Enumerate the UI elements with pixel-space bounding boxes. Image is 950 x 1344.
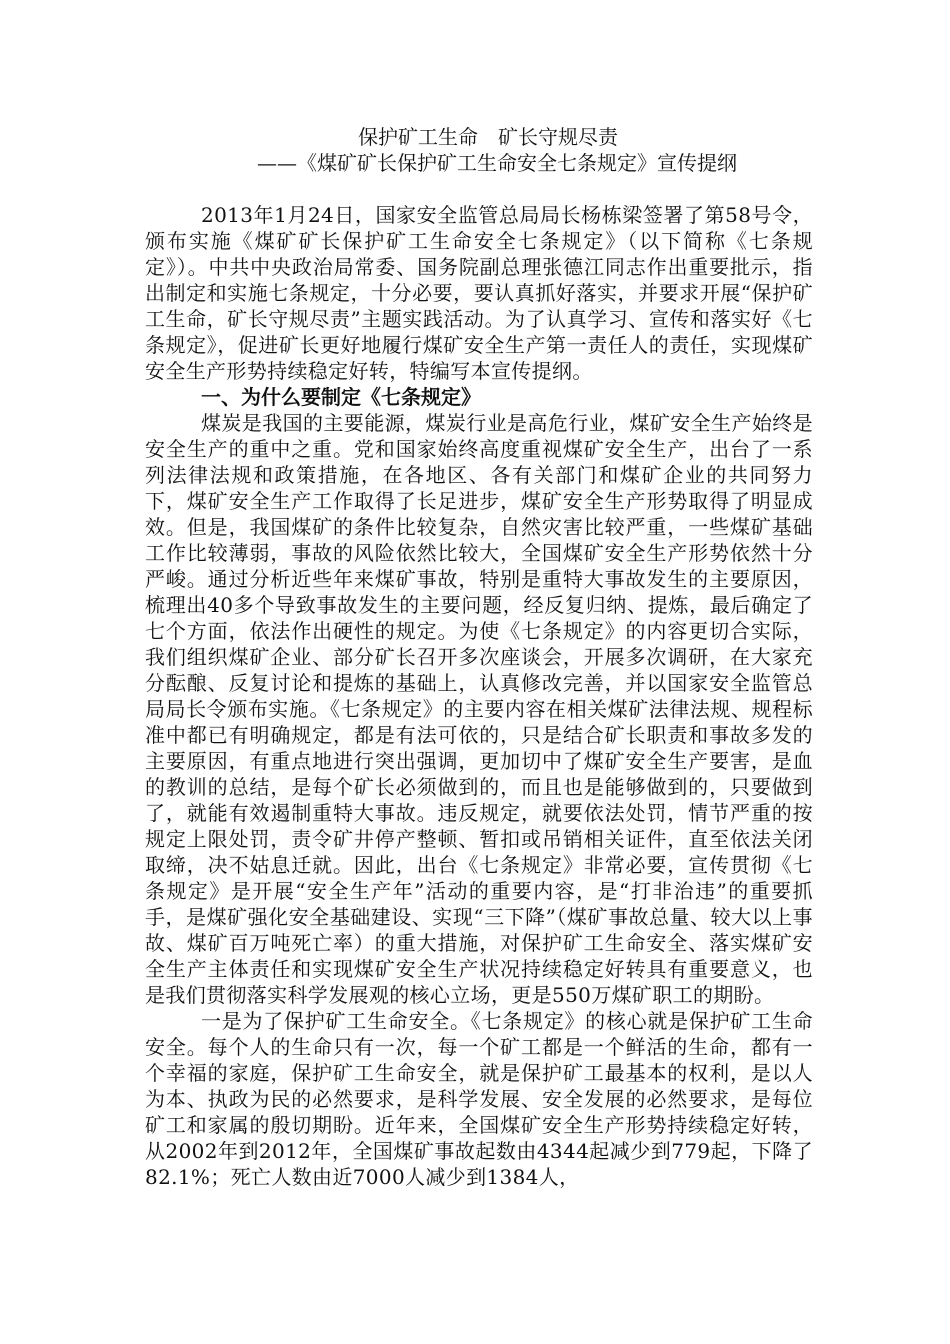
body-paragraph: 一是为了保护矿工生命安全。《七条规定》的核心就是保护矿工生命安全。每个人的生命只有一次，每一个矿工都是一个鲜活的生命，都有一个幸福的家庭，保护矿工生命安全，就是保护矿工最基本的权利，是以人为本、执政为民的必然要求，是科学发展、安全发展的必然要求，是每位矿工和家属的殷切期盼。近年来，全国煤矿安全生产形势持续稳定好转，从2002年到2012年，全国煤矿事故起数由4344起减少到779起，下降了82.1%；死亡人数由近7000人减少到1384人， — [145, 1009, 813, 1189]
document-page — [145, 124, 813, 1190]
document-body — [145, 202, 813, 1190]
intro-paragraph: 2013年1月24日，国家安全监管总局局长杨栋梁签署了第58号令，颁布实施《煤矿矿长保护矿工生命安全七条规定》（以下简称《七条规定》）。中共中央政治局常委、国务院副总理张德江同志作出重要批示，指出制定和实施七条规定，十分必要，要认真抓好落实，并要求开展“保护矿工生命，矿长守规尽责”主题实践活动。为了认真学习、宣传和落实好《七条规定》，促进矿长更好地履行煤矿安全生产第一责任人的责任，实现煤矿安全生产形势持续稳定好转，特编写本宣传提纲。 — [145, 203, 813, 383]
document-subtitle: ——《煤矿矿长保护矿工生命安全七条规定》宣传提纲 — [257, 151, 737, 175]
document-title: 保护矿工生命 矿长守规尽责 — [358, 125, 618, 149]
body-paragraph: 煤炭是我国的主要能源，煤炭行业是高危行业，煤矿安全生产始终是安全生产的重中之重。党和国家始终高度重视煤矿安全生产，出台了一系列法律法规和政策措施，在各地区、各有关部门和煤矿企业的共同努力下，煤矿安全生产工作取得了长足进步，煤矿安全生产形势取得了明显成效。但是，我国煤矿的条件比较复杂，自然灾害比较严重，一些煤矿基础工作比较薄弱，事故的风险依然比较大，全国煤矿安全生产形势依然十分严峻。通过分析近些年来煤矿事故，特别是重特大事故发生的主要原因，梳理出40多个导致事故发生的主要问题，经反复归纳、提炼，最后确定了七个方面，依法作出硬性的规定。为使《七条规定》的内容更切合实际，我们组织煤矿企业、部分矿长召开多次座谈会，开展多次调研，在大家充分酝酿、反复讨论和提炼的基础上，认真修改完善，并以国家安全监管总局局长令颁布实施。《七条规定》的主要内容在相关煤矿法律法规、规程标准中都已有明确规定，都是有法可依的，只是结合矿长职责和事故多发的主要原因，有重点地进行突出强调，更加切中了煤矿安全生产要害，是血的教训的总结，是每个矿长必须做到的，而且也是能够做到的，只要做到了，就能有效遏制重特大事故。违反规定，就要依法处罚，情节严重的按规定上限处罚，责令矿井停产整顿、暂扣或吊销相关证件，直至依法关闭取缔，决不姑息迁就。因此，出台《七条规定》非常必要，宣传贯彻《七条规定》是开展“安全生产年”活动的重要内容，是“打非治违”的重要抓手，是煤矿强化安全基础建设、实现“三下降”（煤矿事故总量、较大以上事故、煤矿百万吨死亡率）的重大措施，对保护矿工生命安全、落实煤矿安全生产主体责任和实现煤矿安全生产状况持续稳定好转具有重要意义，也是我们贯彻落实科学发展观的核心立场，更是550万煤矿职工的期盼。 — [145, 411, 813, 1007]
section-heading: 一、为什么要制定《七条规定》 — [201, 385, 481, 409]
